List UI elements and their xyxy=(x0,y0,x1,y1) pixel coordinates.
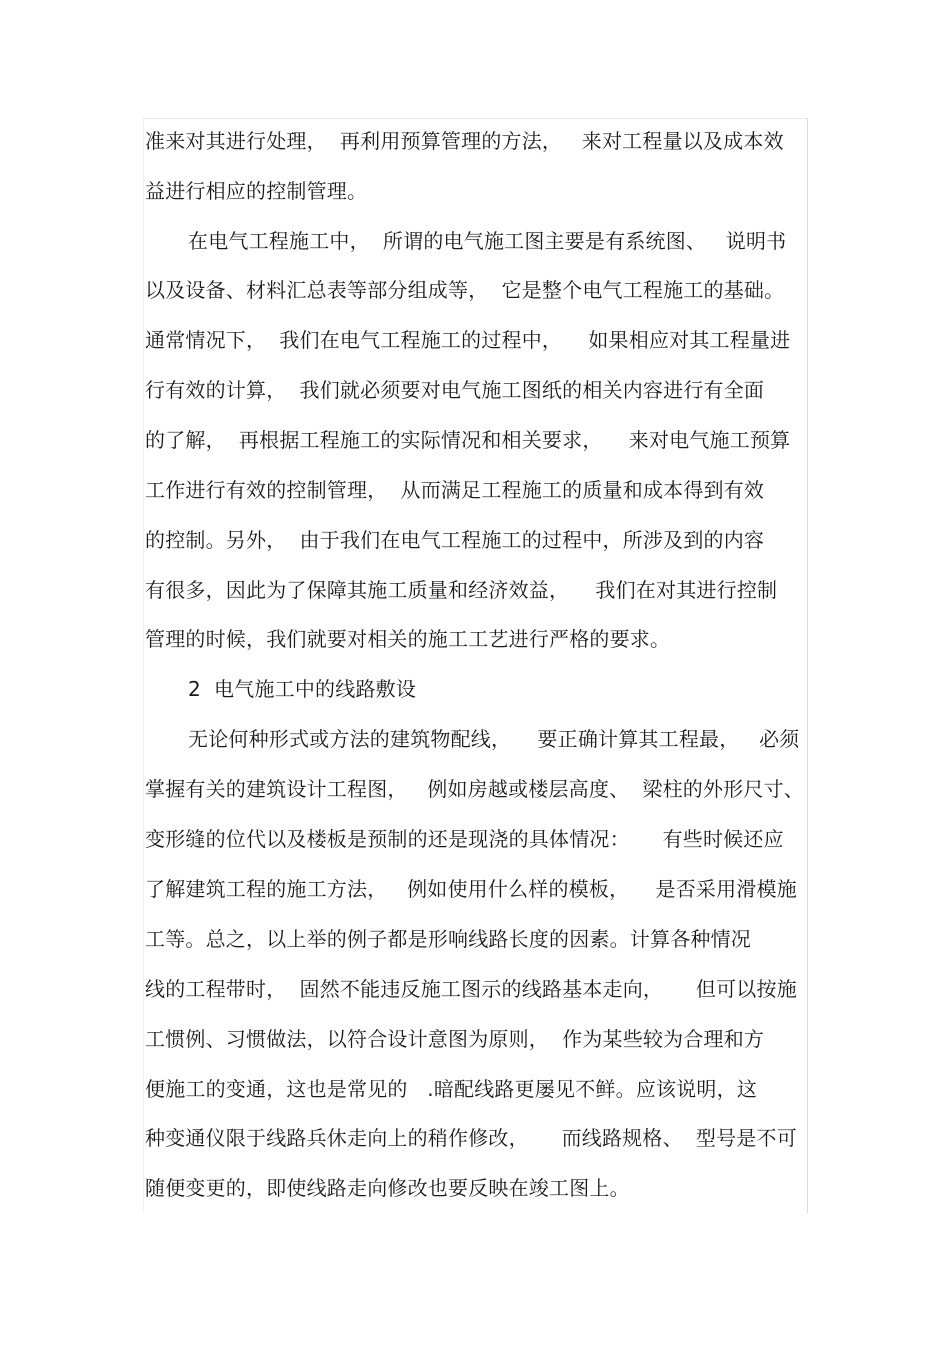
text-line: 通常情况下， 我们在电气工程施工的过程中， 如果相应对其工程量进 xyxy=(145,328,791,352)
text-line: 了解建筑工程的施工方法， 例如使用什么样的模板， 是否采用滑模施 xyxy=(145,877,797,901)
text-line: 有很多，因此为了保障其施工质量和经济效益， 我们在对其进行控制 xyxy=(145,578,778,602)
text-line: 便施工的变通，这也是常见的 .暗配线路更屡见不鲜。应该说明，这 xyxy=(145,1077,758,1101)
text-line: 的了解， 再根据工程施工的实际情况和相关要求， 来对电气施工预算 xyxy=(145,428,791,452)
text-line: 工惯例、习惯做法，以符合设计意图为原则， 作为某些较为合理和方 xyxy=(145,1027,765,1051)
text-line: 工等。总之，以上举的例子都是形响线路长度的因素。计算各种情况 xyxy=(145,927,751,951)
text-line: 种变通仪限于线路兵休走向上的稍作修改， 而线路规格、 型号是不可 xyxy=(145,1126,797,1150)
section-heading: 2 电气施工中的线路敷设 xyxy=(188,677,417,701)
text-line: 掌握有关的建筑设计工程图， 例如房越或楼层高度、 梁柱的外形尺寸、 xyxy=(145,777,804,801)
text-line: 的控制。另外， 由于我们在电气工程施工的过程中，所涉及到的内容 xyxy=(145,528,765,552)
text-line: 随便变更的，即使线路走向修改也要反映在竣工图上。 xyxy=(145,1176,630,1200)
text-line: 管理的时候，我们就要对相关的施工工艺进行严格的要求。 xyxy=(145,627,671,651)
text-line: 益进行相应的控制管理。 xyxy=(145,179,368,203)
paragraph-start-line: 无论何种形式或方法的建筑物配线， 要正确计算其工程最， 必须 xyxy=(188,727,800,751)
text-line: 线的工程带时， 固然不能违反施工图示的线路基本走向， 但可以按施 xyxy=(145,977,797,1001)
text-line: 行有效的计算， 我们就必须要对电气施工图纸的相关内容进行有全面 xyxy=(145,378,765,402)
text-line: 工作进行有效的控制管理， 从而满足工程施工的质量和成本得到有效 xyxy=(145,478,765,502)
text-line: 以及设备、材料汇总表等部分组成等， 它是整个电气工程施工的基础。 xyxy=(145,278,785,302)
text-line: 变形缝的位代以及楼板是预制的还是现浇的具体情况： 有些时候还应 xyxy=(145,827,784,851)
paragraph-start-line: 在电气工程施工中， 所谓的电气施工图主要是有系统图、 说明书 xyxy=(188,229,787,253)
text-line: 准来对其进行处理， 再利用预算管理的方法， 来对工程量以及成本效 xyxy=(145,129,784,153)
